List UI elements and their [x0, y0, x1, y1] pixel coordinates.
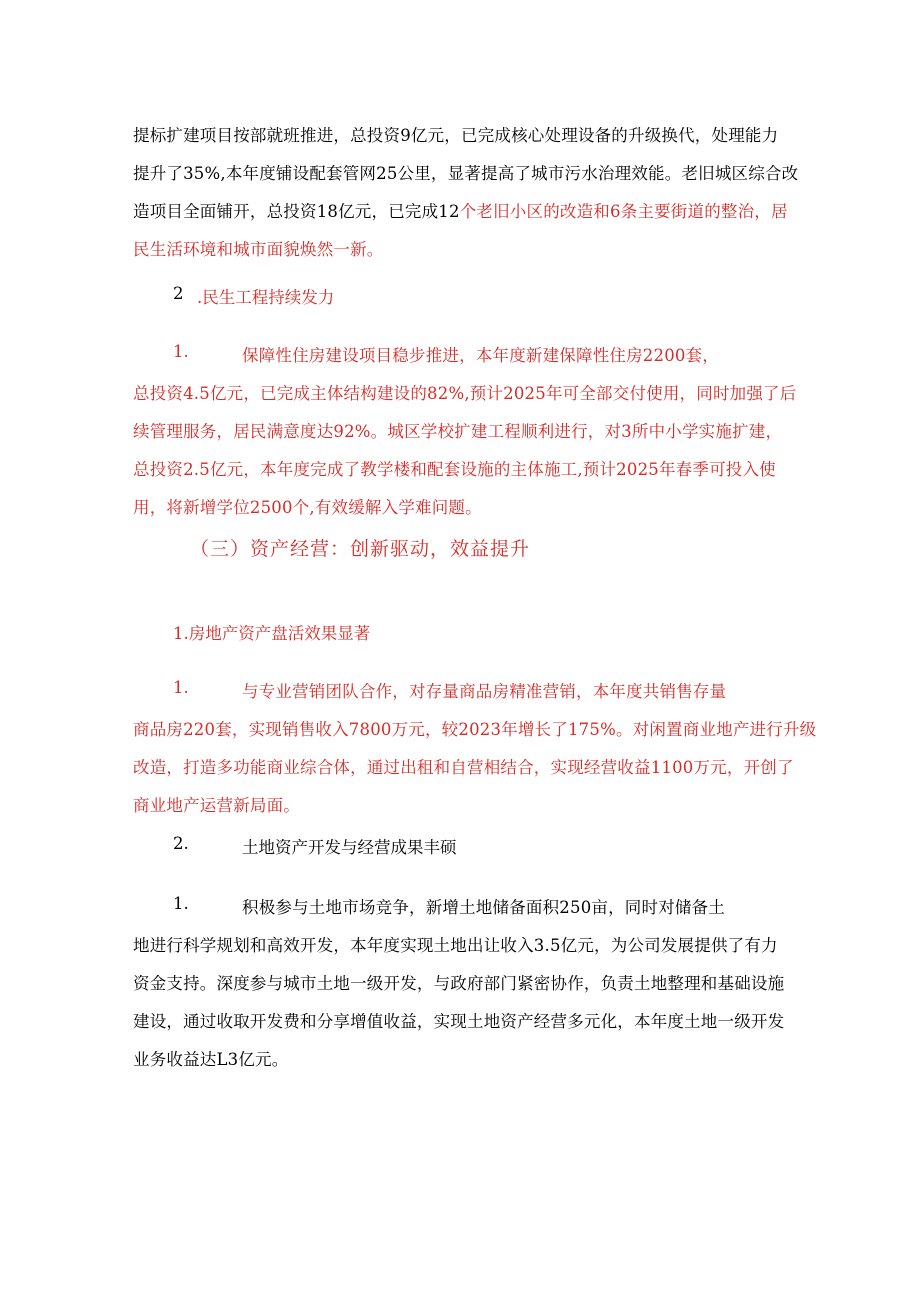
subsection32-title: 土地资产开发与经营成果丰硕 — [242, 838, 457, 857]
para3-number: 1. — [173, 678, 189, 697]
para2-line3: 续管理服务，居民满意度达92%。城区学校扩建工程顺利进行，对3所中小学实施扩建， — [133, 422, 783, 441]
para1-line3-a: 造项目全面铺开，总投资18亿元，已完成12 — [133, 202, 460, 221]
para4-line4: 建设，通过收取开发费和分享增值收益，实现土地资产经营多元化，本年度土地一级开发 — [133, 1012, 785, 1031]
para4-line5: 业务收益达L3亿元。 — [133, 1050, 289, 1069]
para2-line4: 总投资2.5亿元，本年度完成了教学楼和配套设施的主体施工,预计2025年春季可投入使 — [133, 460, 776, 479]
subsection32-number: 2. — [173, 834, 189, 853]
para4-line1: 积极参与土地市场竞争，新增土地储备面积250亩，同时对储备土 — [242, 898, 725, 917]
para2-line1: 保障性住房建设项目稳步推进，本年度新建保障性住房2200套， — [242, 346, 719, 365]
para1-line1: 提标扩建项目按部就班推进，总投资9亿元，已完成核心处理设备的升级换代，处理能力 — [133, 126, 779, 145]
para1-line2: 提升了35%,本年度铺设配套管网25公里，显著提高了城市污水治理效能。老旧城区综合改 — [133, 164, 799, 183]
para1-line4: 民生活环境和城市面貌焕然一新。 — [133, 240, 384, 259]
para4-number: 1. — [173, 894, 189, 913]
para4-line2: 地进行科学规划和高效开发，本年度实现土地出让收入3.5亿元，为公司发展提供了有力 — [133, 936, 778, 955]
para3-line2: 商品房220套，实现销售收入7800万元，较2023年增长了175%。对闲置商业地产进行升级 — [133, 720, 817, 739]
para4-line3: 资金支持。深度参与城市土地一级开发，与政府部门紧密协作，负责土地整理和基础设施 — [133, 974, 785, 993]
subsection31-title: 1.房地产资产盘活效果显著 — [173, 624, 371, 643]
para2-line2-a: 总投资4.5亿元， — [133, 384, 261, 403]
para2-line5: 用，将新增学位2500个,有效缓解入学难问题。 — [133, 498, 482, 517]
para3-line3: 改造，打造多功能商业综合体，通过出租和自营相结合，实现经营收益1100万元，开创了 — [133, 758, 794, 777]
para2-number: 1. — [173, 342, 189, 361]
section3-heading: （三）资产经营：创新驱动，效益提升 — [190, 538, 531, 560]
section2-number: 2 — [173, 284, 184, 303]
para1-line3 — [133, 198, 788, 222]
section2-title: .民生工程持续发力 — [197, 288, 335, 307]
para2-line2-b: 已完成主体结构建设的82%,预计2025年可全部交付使用，同时加强了后 — [260, 384, 797, 403]
para1-line3-b: 个老旧小区的改造和6条主要街道的整治，居 — [459, 202, 788, 221]
para2-line2 — [133, 380, 796, 404]
para3-line1: 与专业营销团队合作，对存量商品房精准营销，本年度共销售存量 — [242, 682, 727, 701]
para3-line4: 商业地产运营新局面。 — [133, 796, 300, 815]
